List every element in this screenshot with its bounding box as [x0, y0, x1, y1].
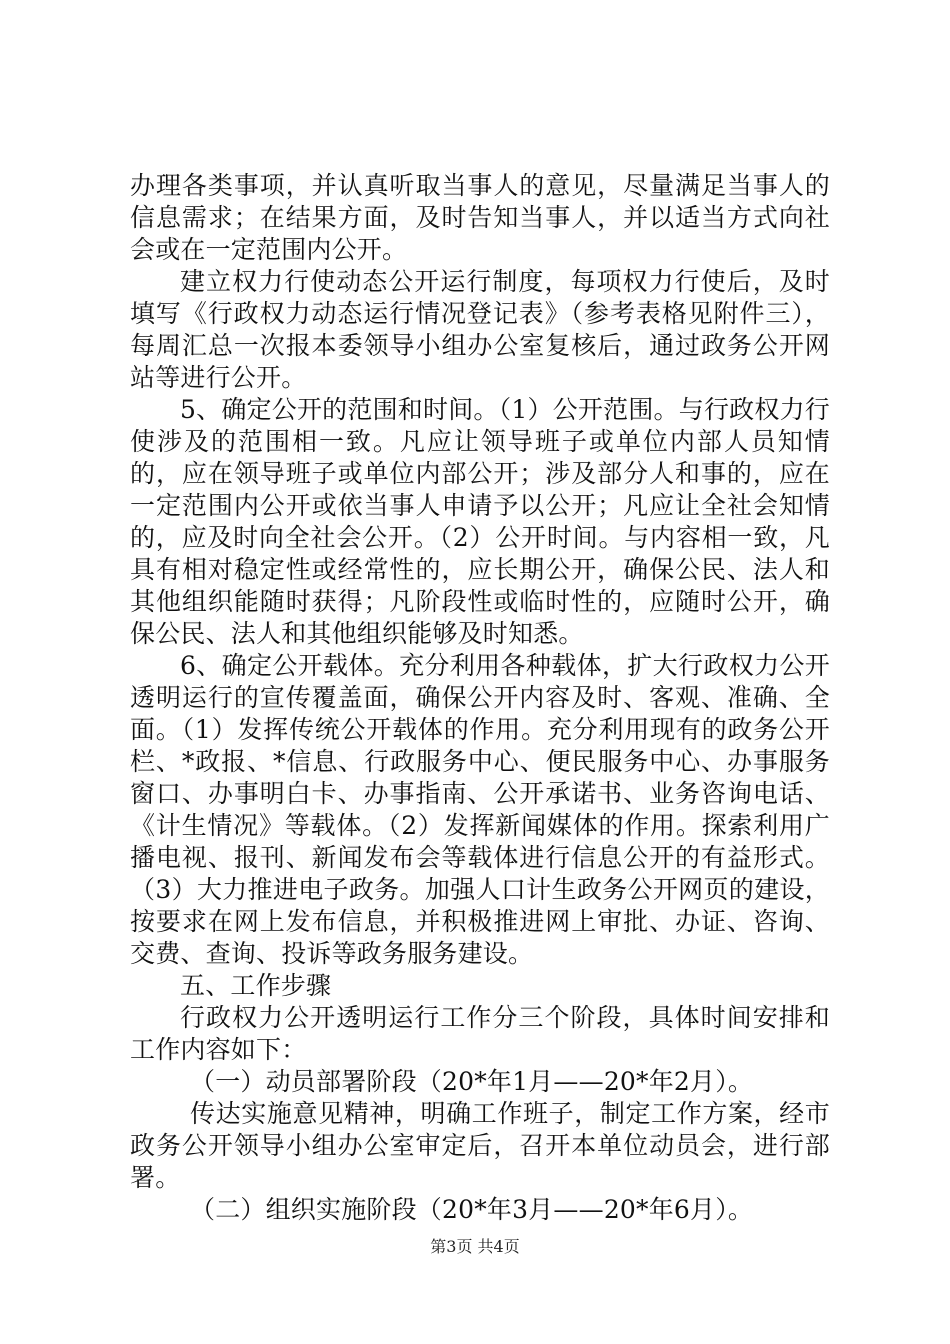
paragraph-continuation: 办理各类事项，并认真听取当事人的意见，尽量满足当事人的信息需求；在结果方面，及时告知当事人，并以适当方式向社会或在一定范围内公开。 [130, 171, 830, 264]
paragraph-scope-and-time: 5、确定公开的范围和时间。（1）公开范围。与行政权力行使涉及的范围相一致。凡应让领导班子或单位内部人员知情的，应在领导班子或单位内部公开；涉及部分人和事的，应在一定范围内公开或依当事人申请予以公开；凡应让全社会知情的，应及时向全社会公开。（2）公开时间。与内容相一致，凡具有相对稳定性或经常性的，应长期公开，确保公民、法人和其他组织能随时获得；凡阶段性或临时性的，应随时公开，确保公民、法人和其他组织能够及时知悉。 [130, 395, 830, 648]
paragraph-three-stages: 行政权力公开透明运行工作分三个阶段，具体时间安排和工作内容如下： [130, 1003, 830, 1064]
section-heading-work-steps: 五、工作步骤 [180, 971, 332, 1000]
paragraph-dynamic-disclosure: 建立权力行使动态公开运行制度，每项权力行使后，及时填写《行政权力动态运行情况登记表》（参考表格见附件三），每周汇总一次报本委领导小组办公室复核后，通过政务公开网站等进行公开。 [130, 267, 830, 392]
stage-heading-implementation: （二）组织实施阶段（20*年3月——20*年6月）。 [190, 1195, 754, 1224]
page-number-footer: 第3页 共4页 [430, 1237, 520, 1256]
paragraph-mobilization-details: 传达实施意见精神，明确工作班子，制定工作方案，经市政务公开领导小组办公室审定后，召开本单位动员会，进行部署。 [130, 1099, 830, 1192]
stage-heading-mobilization: （一）动员部署阶段（20*年1月——20*年2月）。 [190, 1067, 754, 1096]
paragraph-disclosure-carriers: 6、确定公开载体。充分利用各种载体，扩大行政权力公开透明运行的宣传覆盖面，确保公开内容及时、客观、准确、全面。（1）发挥传统公开载体的作用。充分利用现有的政务公开栏、*政报、*信息、行政服务中心、便民服务中心、办事服务窗口、办事明白卡、办事指南、公开承诺书、业务咨询电话、《计生情况》等载体。（2）发挥新闻媒体的作用。探索利用广播电视、报刊、新闻发布会等载体进行信息公开的有益形式。（3）大力推进电子政务。加强人口计生政务公开网页的建设，按要求在网上发布信息，并积极推进网上审批、办证、咨询、交费、查询、投诉等政务服务建设。 [130, 651, 830, 968]
document-body [130, 170, 830, 1226]
